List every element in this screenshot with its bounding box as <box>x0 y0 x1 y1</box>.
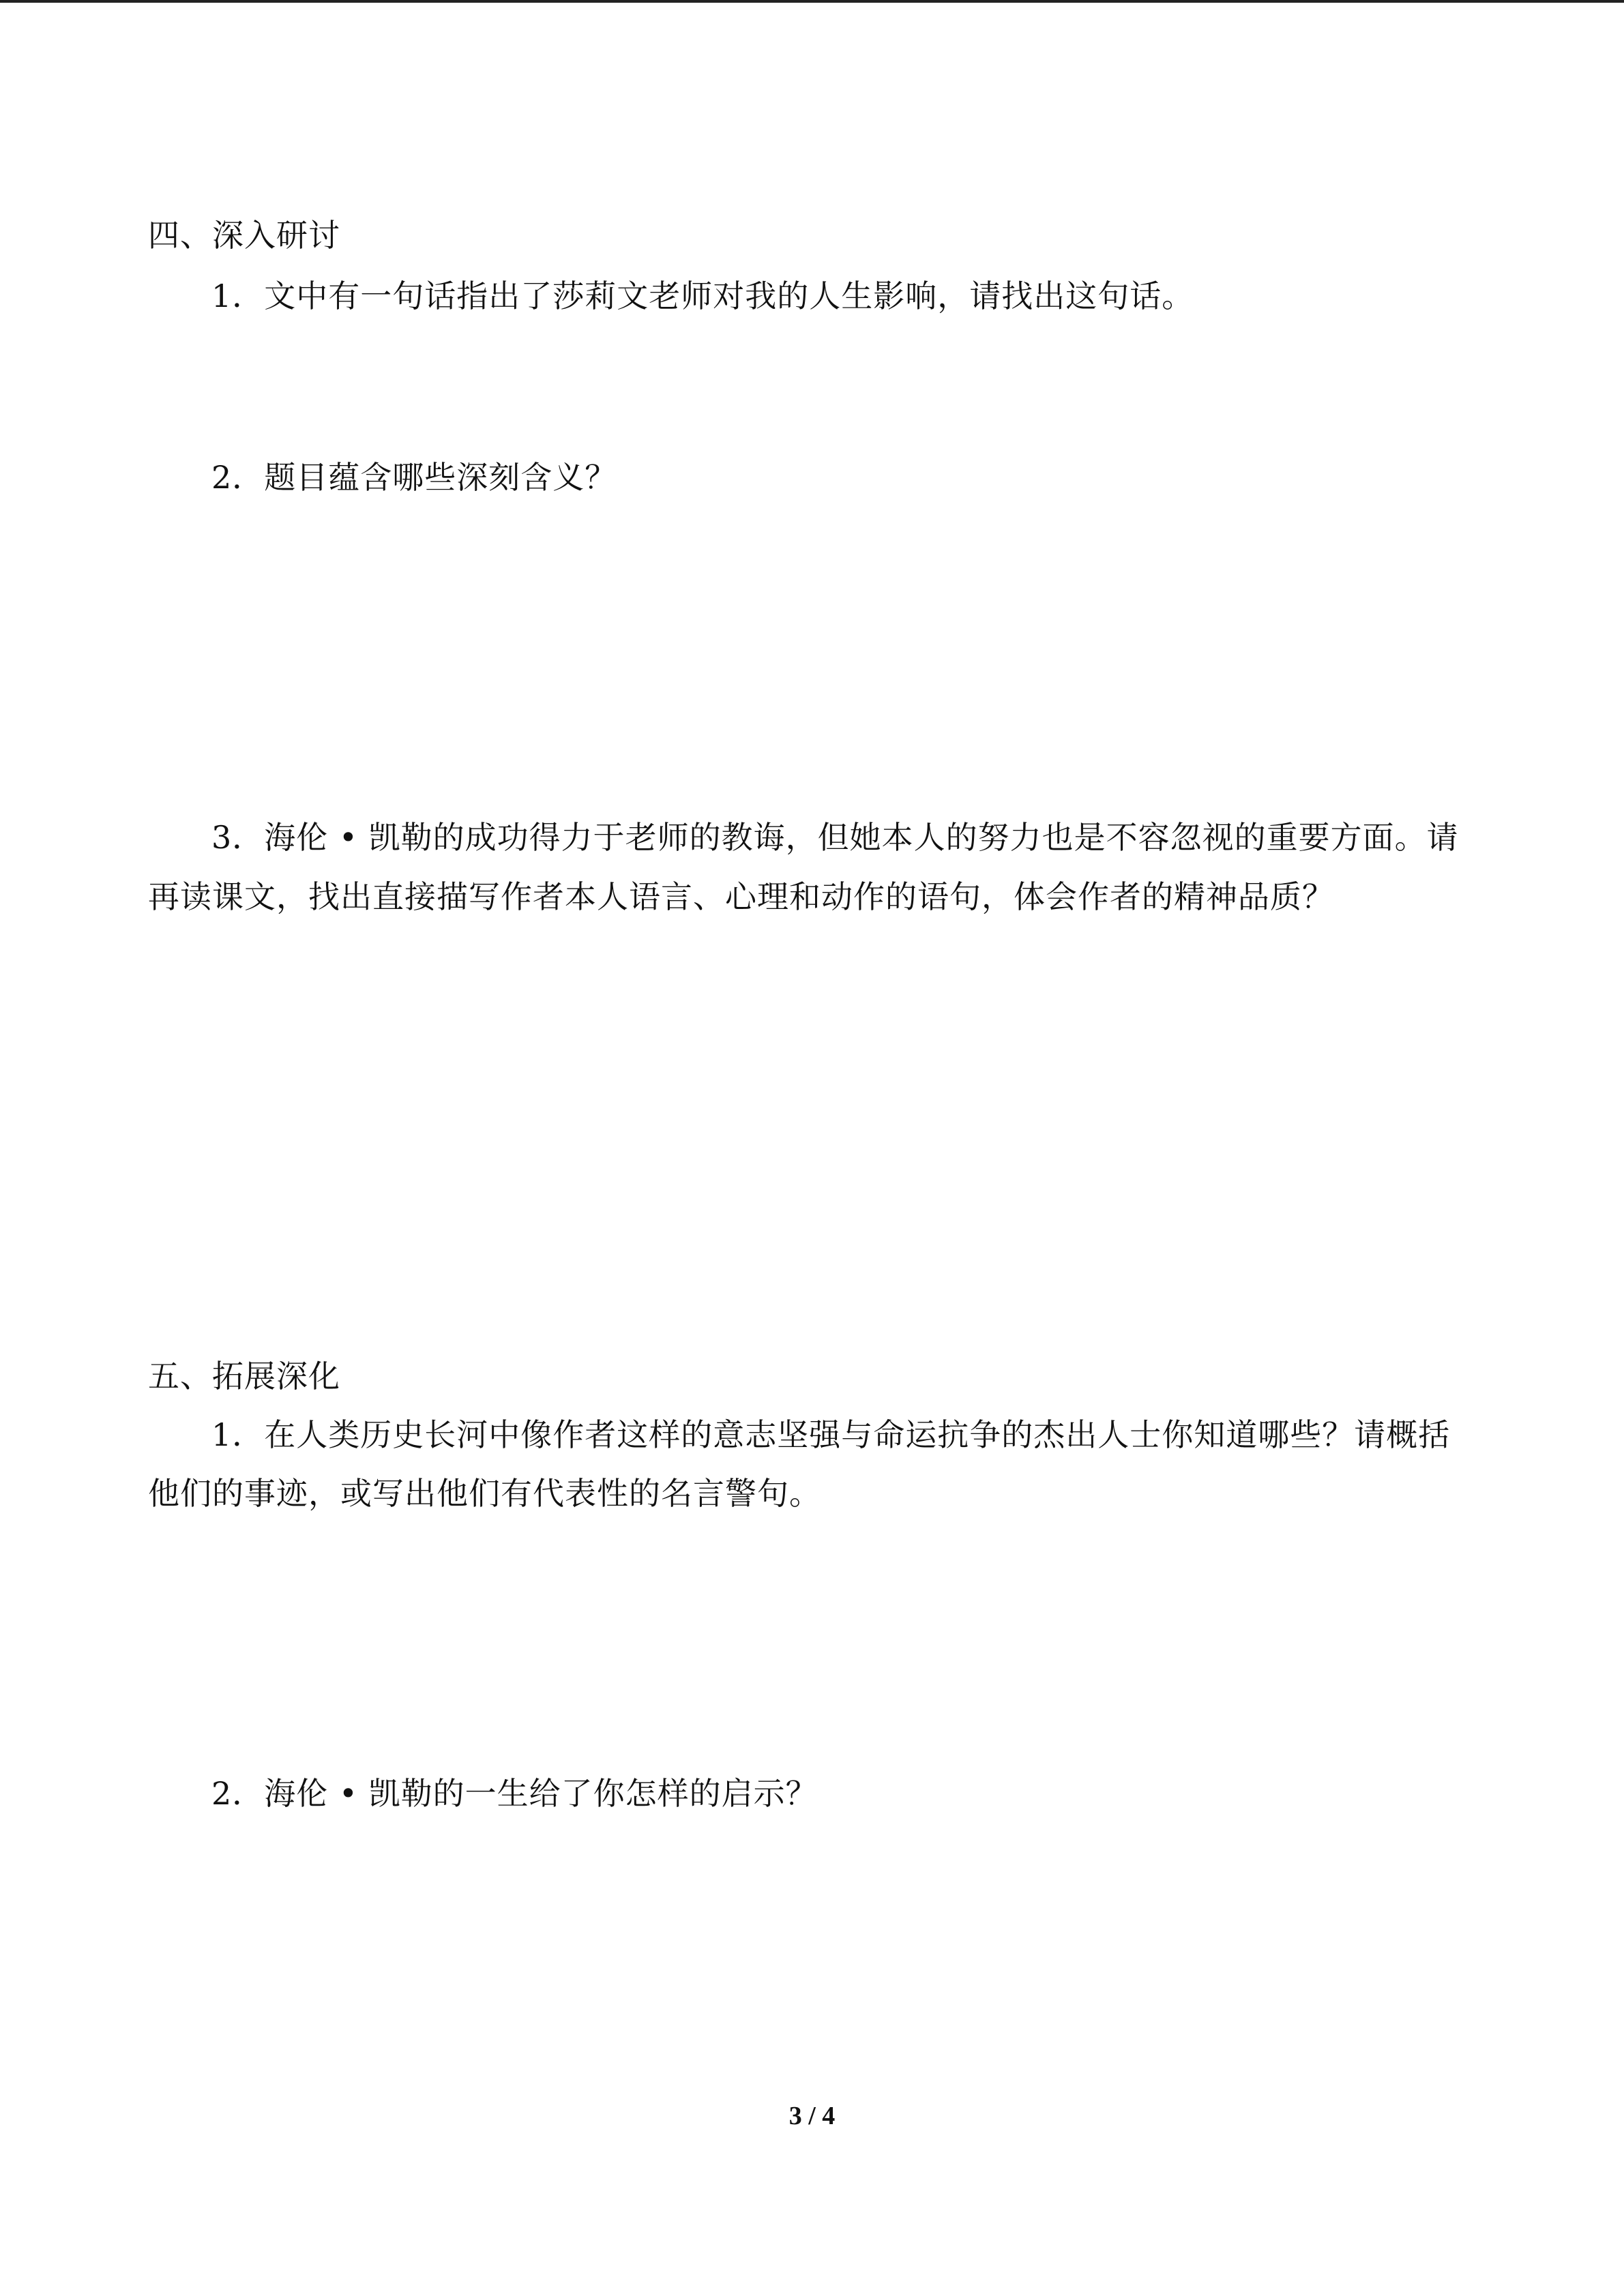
question-1-text: 1．文中有一句话指出了莎莉文老师对我的人生影响，请找出这句话。 <box>211 278 1194 314</box>
question-3-text-line-2: 再读课文，找出直接描写作者本人语言、心理和动作的语句，体会作者的精神品质？ <box>148 878 1334 915</box>
question-2-text: 2．题目蕴含哪些深刻含义？ <box>211 459 617 496</box>
extension-question-1-text-line-1: 1．在人类历史长河中像作者这样的意志坚强与命运抗争的杰出人士你知道哪些？请概括 <box>211 1416 1451 1453</box>
section-heading-extension: 五、拓展深化 <box>148 1358 340 1395</box>
page-number: 3 / 4 <box>788 2102 836 2130</box>
extension-question-1-text-line-2: 他们的事迹，或写出他们有代表性的名言警句。 <box>148 1475 821 1512</box>
page-top-border <box>0 0 1624 3</box>
question-3-text-line-1: 3．海伦 • 凯勒的成功得力于老师的教诲，但她本人的努力也是不容忽视的重要方面。请 <box>211 819 1459 856</box>
section-heading-deep-discussion: 四、深入研讨 <box>148 217 340 254</box>
extension-question-2-text: 2．海伦 • 凯勒的一生给了你怎样的启示？ <box>211 1775 818 1812</box>
